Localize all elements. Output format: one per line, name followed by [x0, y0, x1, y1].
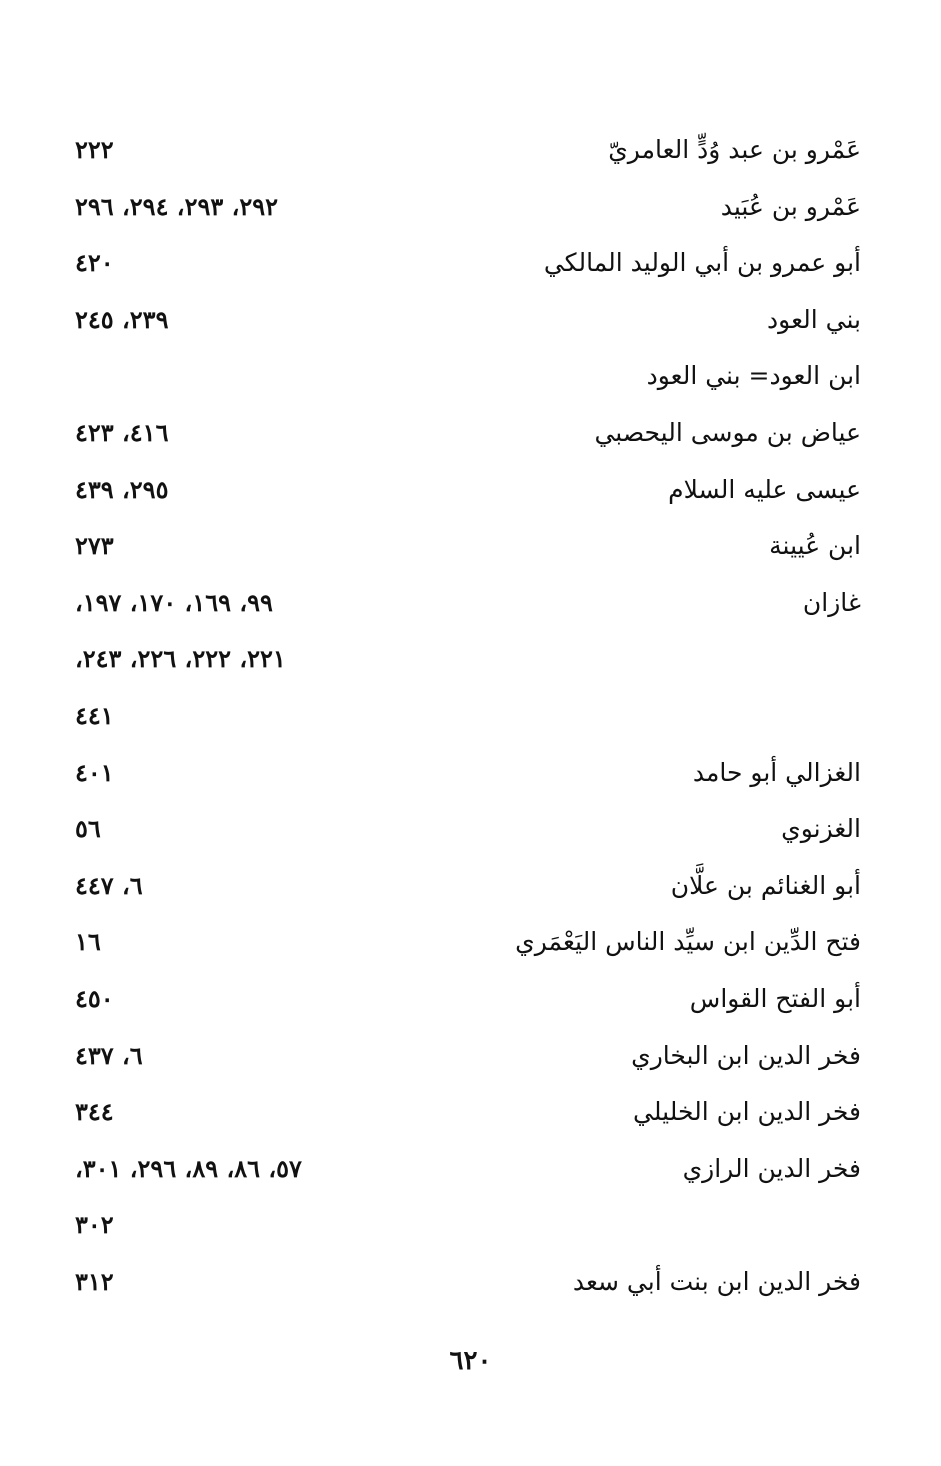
index-entry	[75, 179, 861, 236]
entry-pages: ٩٩، ١٦٩، ١٧٠، ١٩٧،	[75, 587, 273, 617]
index-entry	[75, 1254, 861, 1311]
entry-pages: ٢٧٣	[75, 531, 114, 561]
index-entry	[75, 292, 861, 349]
entry-pages: ٣٤٤	[75, 1097, 114, 1127]
entry-pages: ٢٩٥، ٤٣٩	[75, 474, 169, 504]
entry-pages: ٤١٦، ٤٢٣	[75, 417, 169, 447]
entry-name: أبو الغنائم بن علَّان	[670, 870, 861, 900]
entry-pages: ٤٤١	[75, 700, 114, 730]
entry-name: فخر الدين ابن البخاري	[631, 1040, 861, 1070]
entry-pages: ٥٦	[75, 814, 101, 844]
entry-pages: ٣١٢	[75, 1266, 114, 1296]
index-list	[75, 122, 861, 1312]
entry-pages: ٢٩٢، ٢٩٣، ٢٩٤، ٢٩٦	[75, 191, 279, 221]
entry-name: بني العود	[767, 304, 861, 334]
entry-name: ابن العود= بني العود	[646, 361, 861, 391]
entry-pages: ٤٥٠	[75, 983, 114, 1013]
entry-name: فخر الدين ابن بنت أبي سعد	[572, 1266, 861, 1296]
entry-name: فتح الدِّين ابن سيِّد الناس اليَعْمَري	[515, 927, 861, 957]
index-entry	[75, 688, 861, 745]
index-entry	[75, 971, 861, 1028]
index-entry	[75, 348, 861, 405]
entry-pages: ٦، ٤٤٧	[75, 870, 143, 900]
entry-name: عياض بن موسى اليحصبي	[594, 417, 861, 447]
index-entry	[75, 1141, 861, 1198]
index-entry	[75, 801, 861, 858]
index-entry	[75, 462, 861, 519]
entry-name: الغزالي أبو حامد	[692, 757, 861, 787]
index-entry	[75, 745, 861, 802]
entry-name: عَمْرو بن عُبَيد	[720, 191, 861, 221]
entry-pages: ١٦	[75, 927, 101, 957]
entry-name: أبو الفتح القواس	[689, 983, 861, 1013]
entry-pages: ٥٧، ٨٦، ٨٩، ٢٩٦، ٣٠١،	[75, 1153, 302, 1183]
entry-name: فخر الدين ابن الخليلي	[633, 1097, 861, 1127]
index-entry	[75, 858, 861, 915]
entry-name: فخر الدين الرازي	[682, 1153, 861, 1183]
index-entry	[75, 1028, 861, 1085]
entry-name: أبو عمرو بن أبي الوليد المالكي	[543, 248, 861, 278]
index-entry	[75, 914, 861, 971]
index-entry	[75, 1084, 861, 1141]
entry-name: عَمْرو بن عبد وُدٍّ العامريّ	[608, 135, 861, 164]
entry-pages: ٢٣٩، ٢٤٥	[75, 304, 169, 334]
index-entry	[75, 631, 861, 688]
page-number: ٦٢٠	[449, 1346, 492, 1376]
index-entry	[75, 122, 861, 179]
index-entry	[75, 235, 861, 292]
entry-name: الغزنوي	[781, 814, 861, 844]
entry-name: عيسى عليه السلام	[668, 474, 861, 504]
entry-pages: ٦، ٤٣٧	[75, 1040, 143, 1070]
entry-pages: ٢٢١، ٢٢٢، ٢٢٦، ٢٤٣،	[75, 644, 286, 674]
entry-pages: ٤٠١	[75, 757, 114, 787]
entry-pages: ٤٢٠	[75, 248, 114, 278]
index-entry	[75, 1197, 861, 1254]
entry-pages: ٣٠٢	[75, 1210, 114, 1240]
index-entry	[75, 575, 861, 632]
index-entry	[75, 405, 861, 462]
entry-name: ابن عُيينة	[769, 531, 861, 561]
index-entry	[75, 518, 861, 575]
entry-name: غازان	[802, 587, 861, 617]
entry-pages: ٢٢٢	[75, 135, 114, 164]
